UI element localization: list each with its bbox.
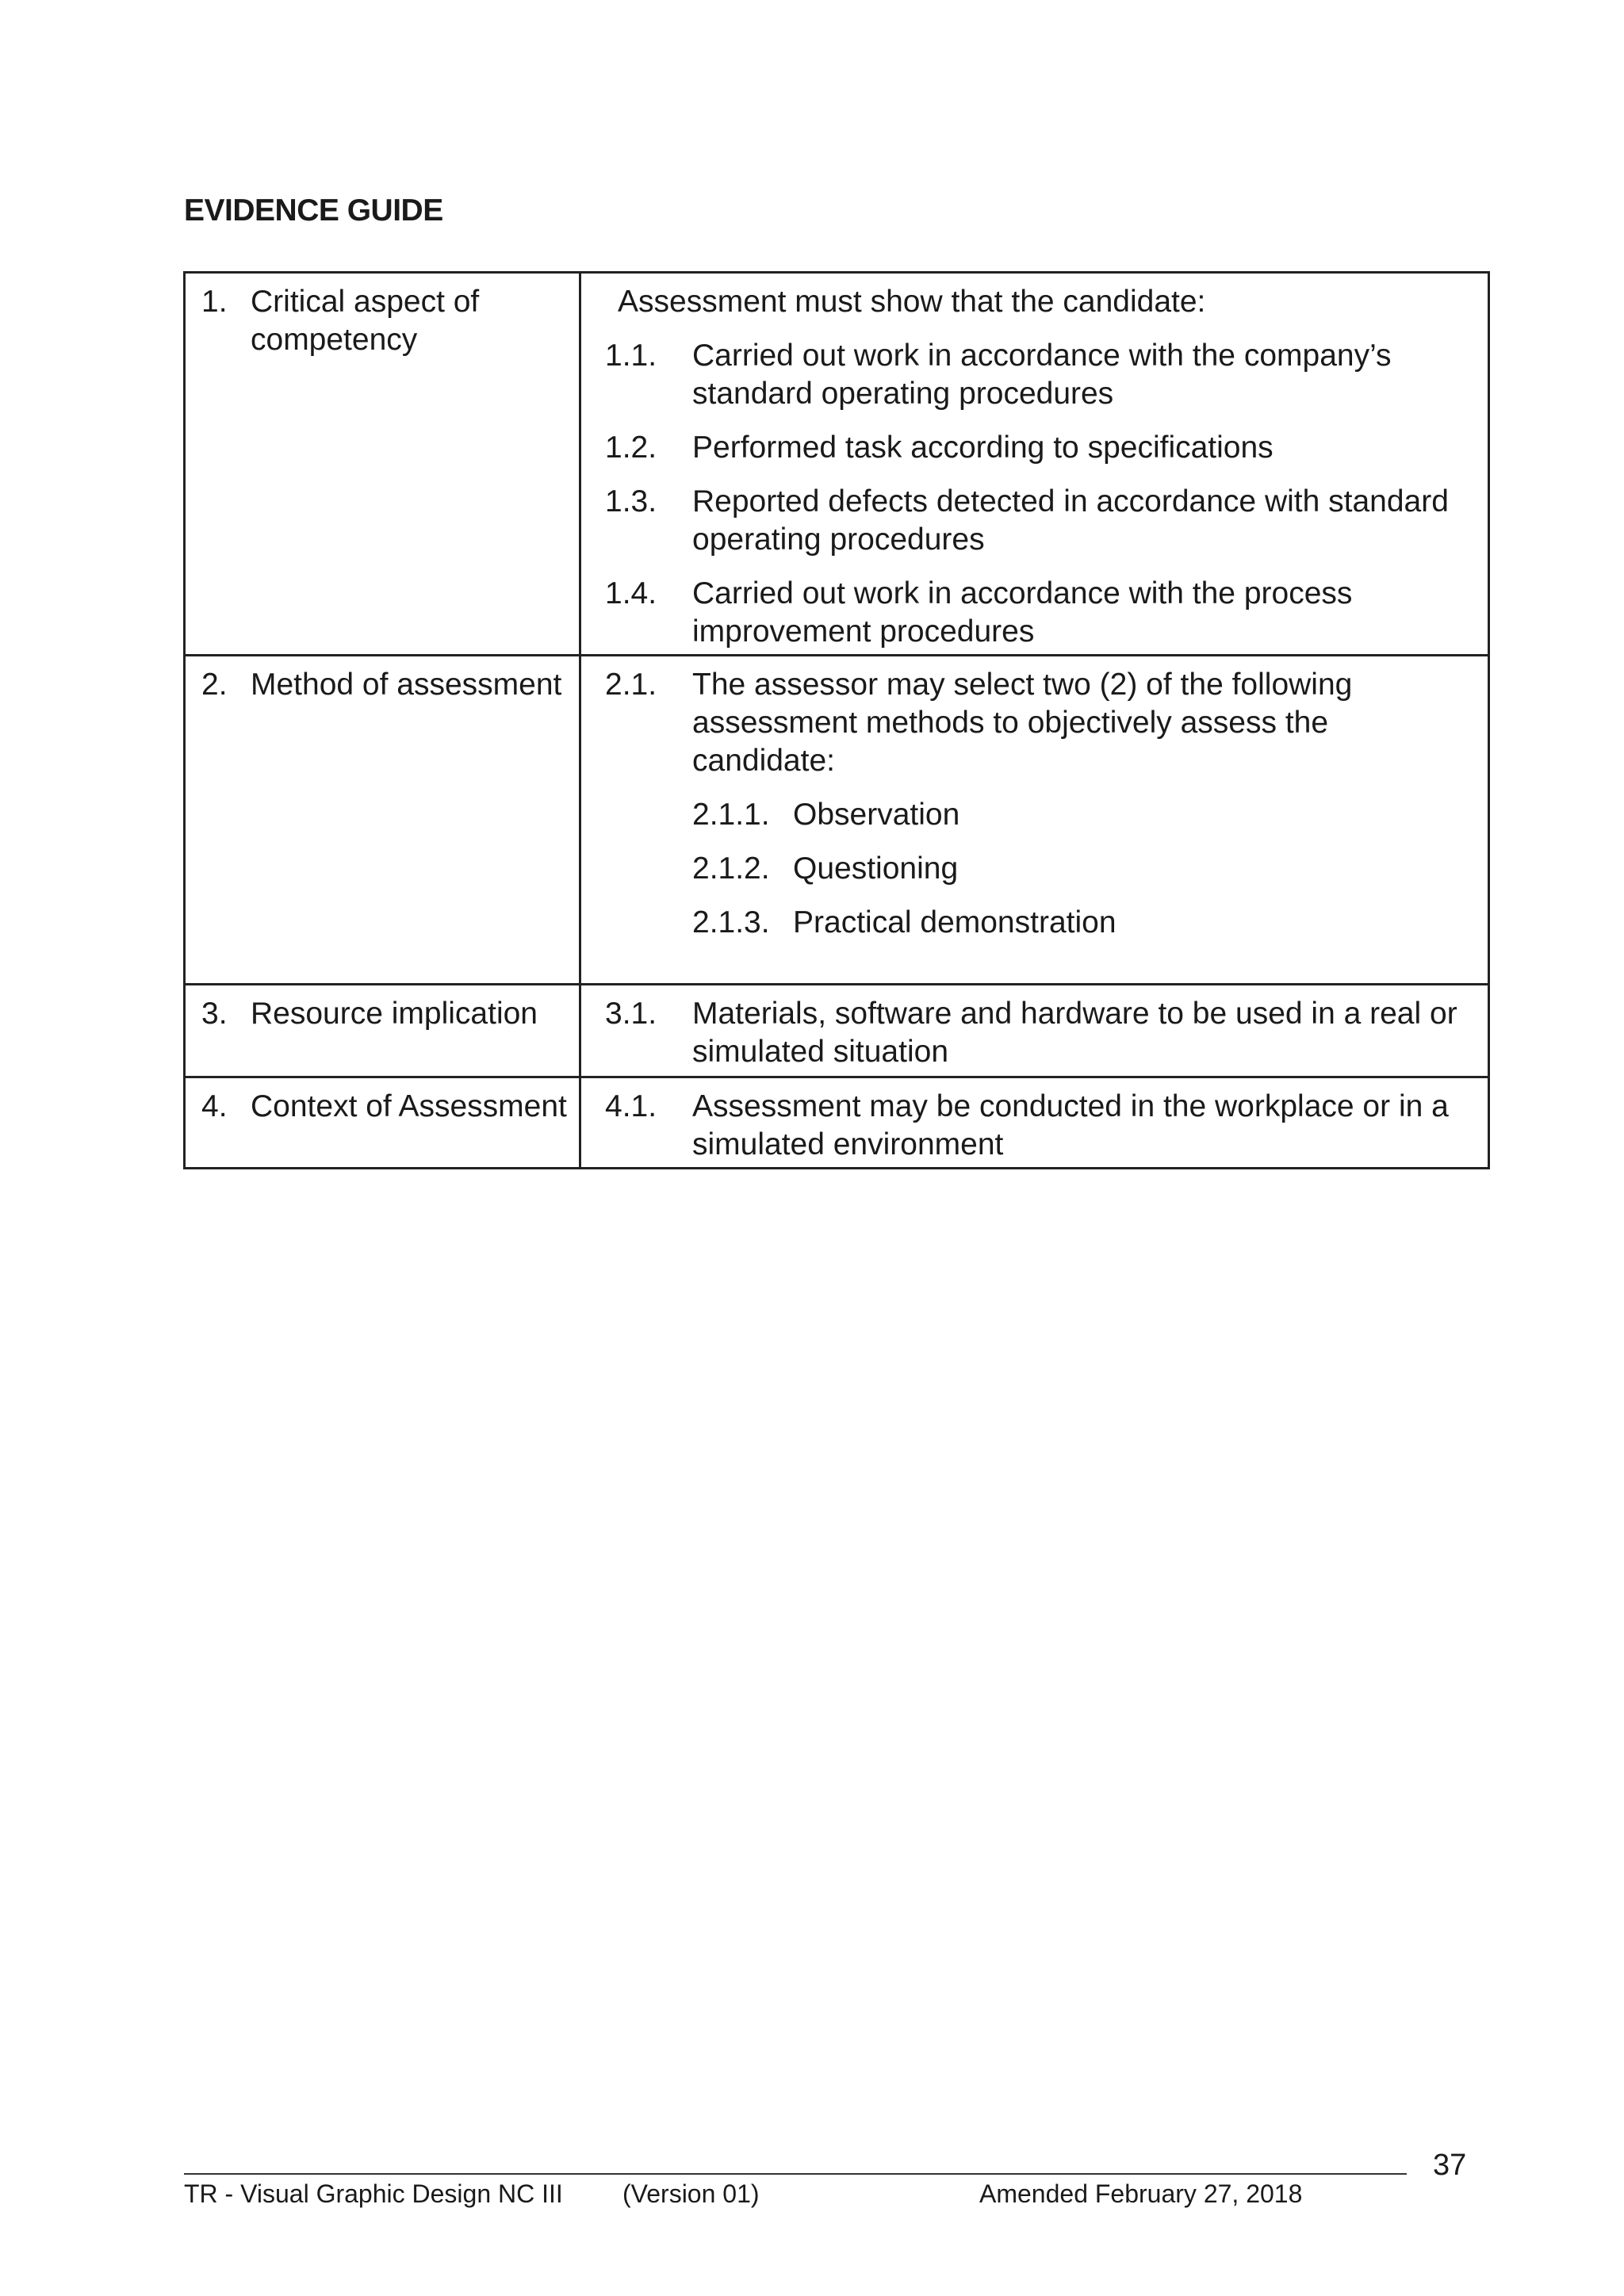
sub-item-number: 2.1.2.	[692, 851, 770, 886]
list-item	[605, 1088, 1472, 1164]
item-text: The assessor may select two (2) of the following assessment methods to objectively assess the candidate:	[692, 668, 1353, 778]
criterion-number: 3.	[201, 997, 228, 1031]
requirement-cell	[580, 273, 1489, 656]
item-number: 3.1.	[605, 997, 657, 1031]
table-row	[185, 656, 1489, 985]
list-item	[605, 337, 1472, 413]
item-number: 1.1.	[605, 339, 657, 373]
list-item	[605, 666, 1472, 780]
item-text: Reported defects detected in accordance with standard operating procedures	[692, 484, 1449, 557]
item-text: Assessment may be conducted in the workplace or in a simulated environment	[692, 1089, 1449, 1161]
criterion-cell	[185, 273, 580, 656]
sub-item-number: 2.1.1.	[692, 798, 770, 832]
item-number: 4.1.	[605, 1089, 657, 1123]
requirement-cell	[580, 985, 1489, 1077]
requirement-cell	[580, 1077, 1489, 1169]
table-row	[185, 1077, 1489, 1169]
requirement-intro: Assessment must show that the candidate:	[618, 285, 1206, 319]
sub-item-number: 2.1.3.	[692, 905, 770, 939]
criterion-cell	[185, 985, 580, 1077]
page-title: EVIDENCE GUIDE	[184, 193, 443, 228]
sub-item-text: Questioning	[793, 851, 959, 886]
item-number: 1.4.	[605, 576, 657, 610]
table-row	[185, 273, 1489, 656]
evidence-guide-table	[183, 271, 1490, 1169]
sub-item-text: Practical demonstration	[793, 905, 1116, 939]
requirement-cell	[580, 656, 1489, 985]
footer-version: (Version 01)	[622, 2179, 760, 2208]
criterion-number: 1.	[201, 285, 228, 319]
item-number: 1.2.	[605, 430, 657, 465]
list-item	[605, 429, 1472, 467]
criterion-number: 4.	[201, 1089, 228, 1123]
criterion-number: 2.	[201, 668, 228, 702]
footer-divider	[184, 2173, 1407, 2175]
criterion-cell	[185, 656, 580, 985]
item-text: Carried out work in accordance with the process improvement procedures	[692, 576, 1353, 649]
sub-item-text: Observation	[793, 798, 960, 832]
item-number: 2.1.	[605, 668, 657, 702]
item-text: Performed task according to specifications	[692, 430, 1274, 465]
footer-amended-date: Amended February 27, 2018	[979, 2179, 1303, 2208]
criterion-label: Resource implication	[251, 997, 538, 1031]
criterion-cell	[185, 1077, 580, 1169]
list-item	[605, 995, 1472, 1071]
list-item	[605, 483, 1472, 559]
criterion-label: Method of assessment	[251, 668, 562, 702]
criterion-label: Context of Assessment	[251, 1089, 567, 1123]
table-row	[185, 985, 1489, 1077]
sub-item	[605, 796, 1472, 834]
item-text: Carried out work in accordance with the company’s standard operating procedures	[692, 339, 1392, 411]
page-number: 37	[1433, 2149, 1467, 2182]
list-item	[605, 575, 1472, 651]
footer-doc-title: TR - Visual Graphic Design NC III	[184, 2179, 563, 2208]
criterion-label: Critical aspect of competency	[251, 285, 480, 357]
sub-item	[605, 850, 1472, 888]
item-number: 1.3.	[605, 484, 657, 519]
item-text: Materials, software and hardware to be used in a real or simulated situation	[692, 997, 1457, 1069]
sub-item	[605, 904, 1472, 942]
